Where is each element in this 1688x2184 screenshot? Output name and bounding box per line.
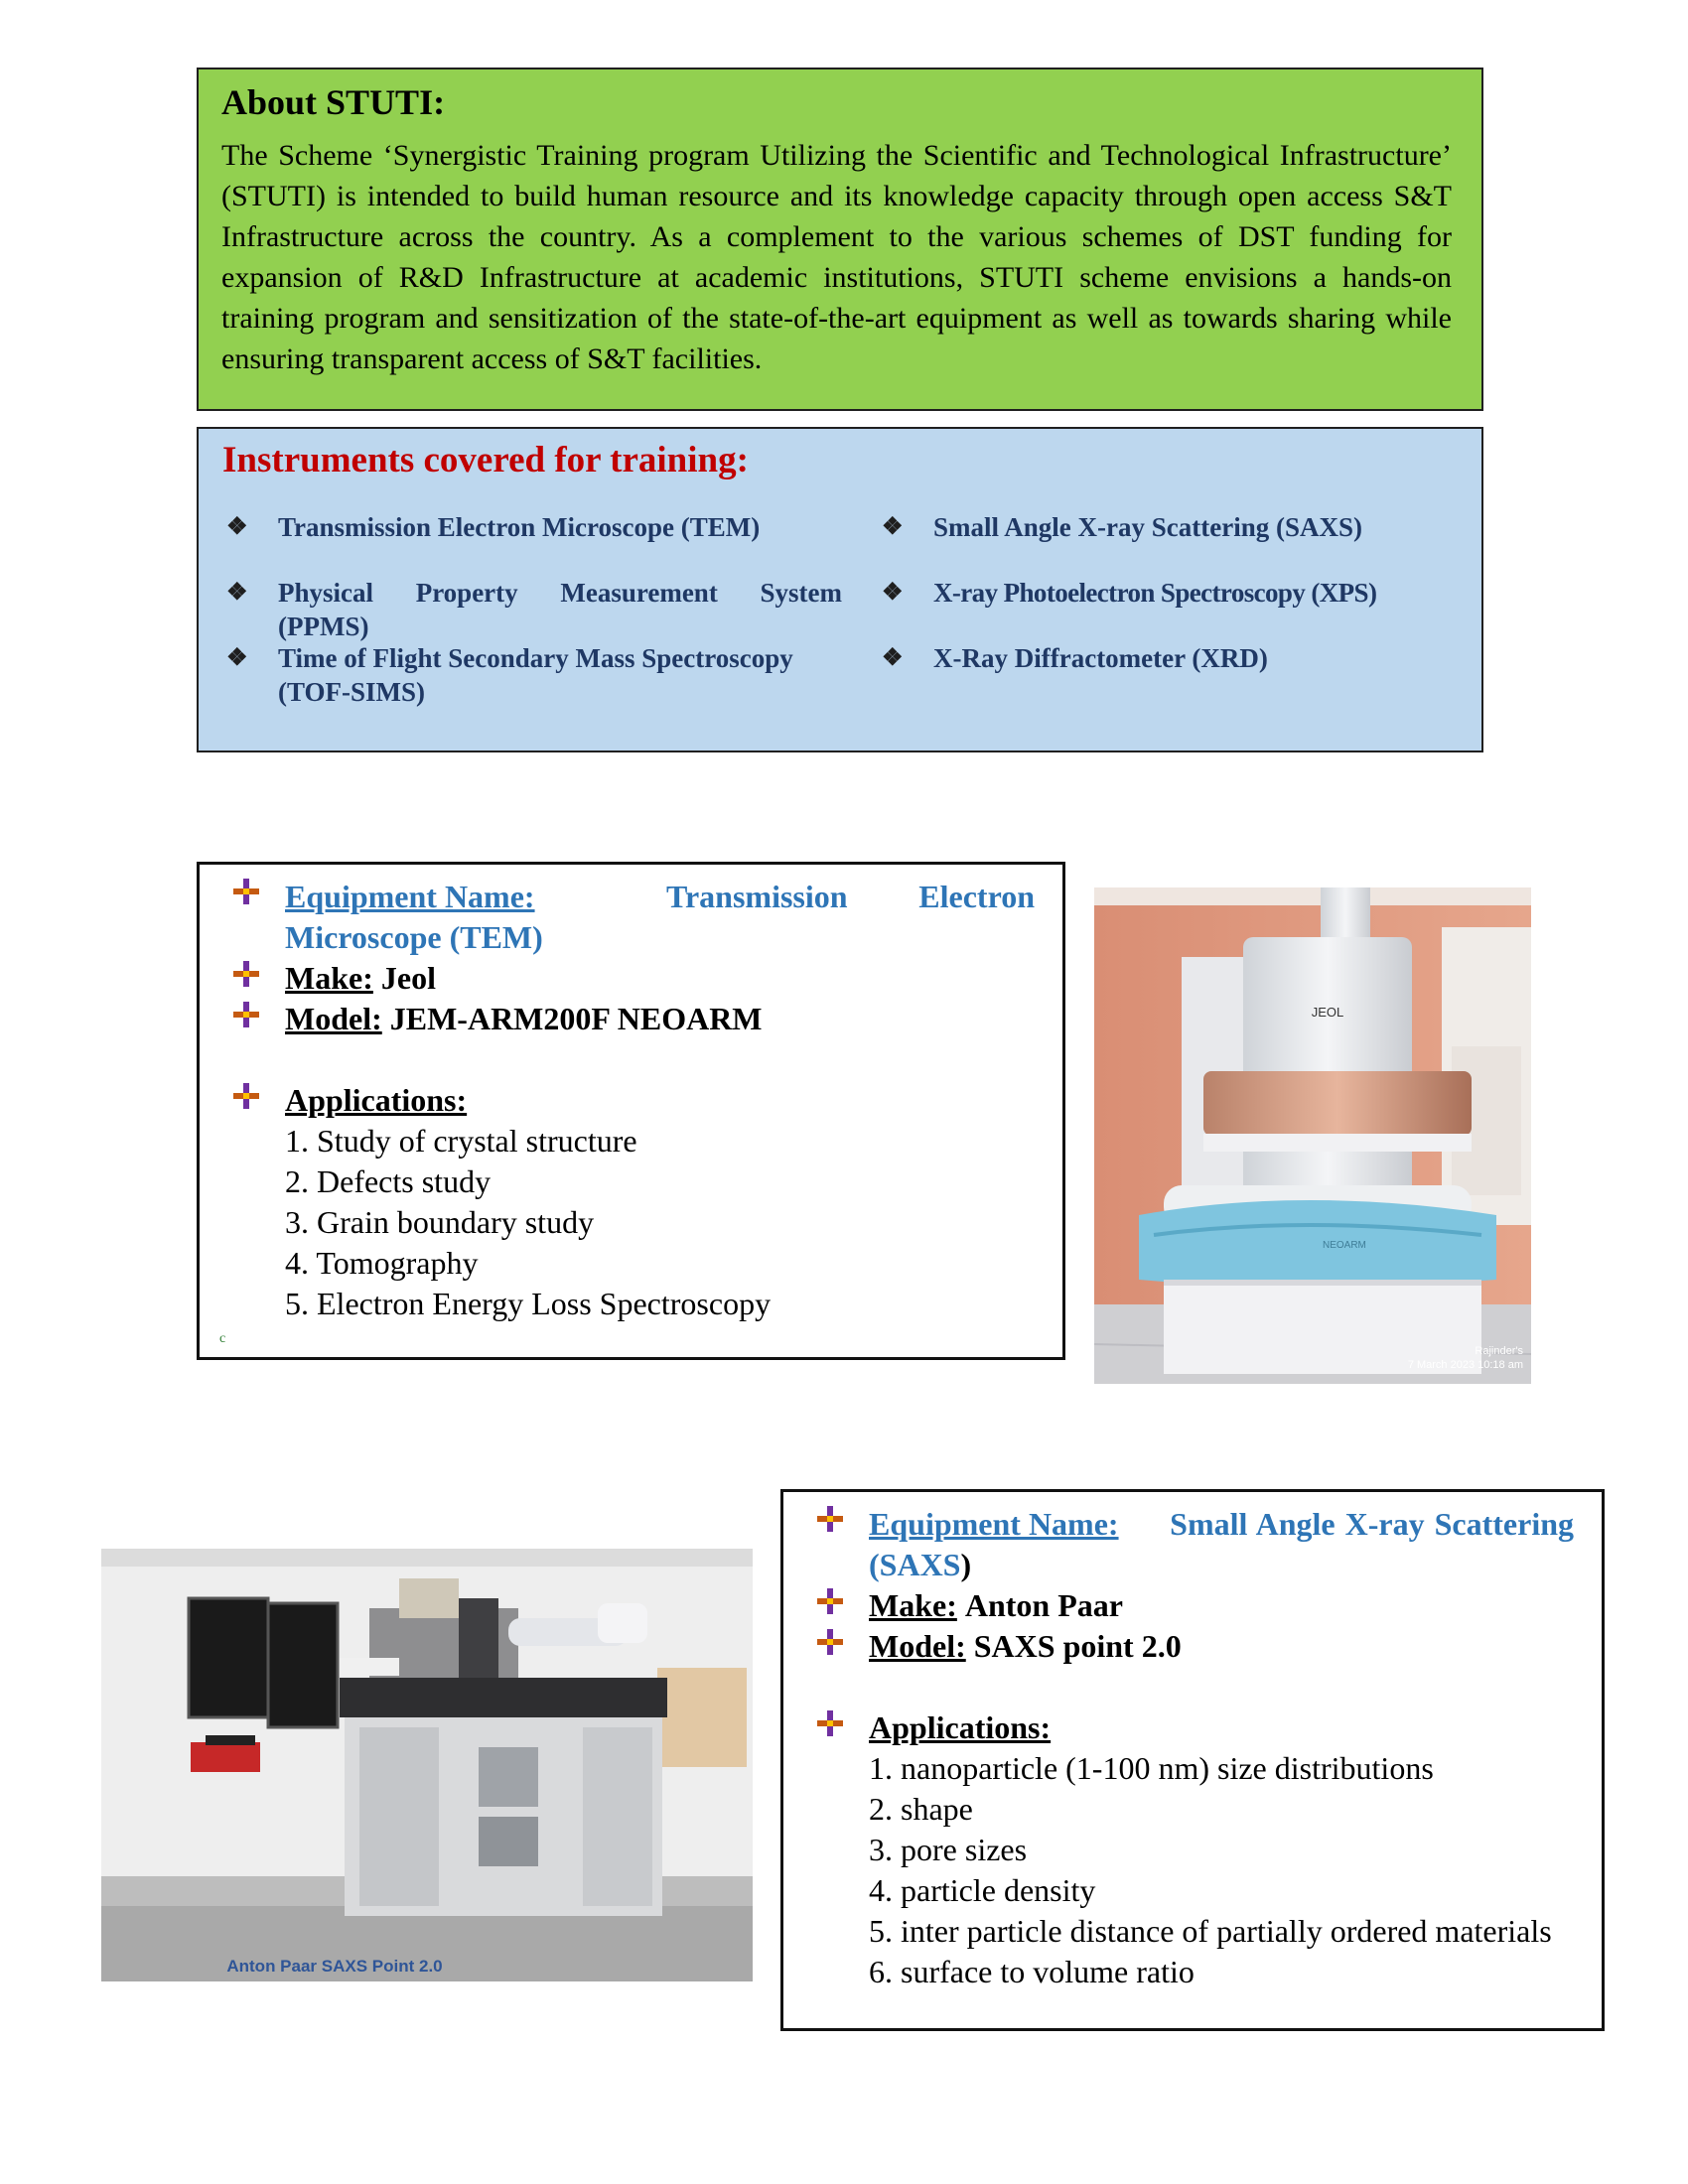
photo-stamp-date: 7 March 2023 10:18 am [1407, 1359, 1523, 1371]
instruments-box: Instruments covered for training: ❖ Transmission Electron Microscope (TEM) ❖ Physical Property Measurement System (PPMS) ❖ Time of Flight Secondary Mass Spectroscopy (TOF-SIMS) ❖ Small Angle X-ray Scattering (SAXS) ❖ X-ray Photoelectron Spectroscopy (XPS) ❖ X-Ray Diffractometer (XRD) [197, 427, 1483, 752]
diamond-bullet-icon: ❖ [882, 514, 904, 540]
arrow-bullet-icon [817, 1506, 843, 1532]
saxs-applications-label: Applications: [869, 1709, 1052, 1745]
saxs-application-item: 2. shape [869, 1791, 973, 1827]
saxs-application-item: 1. nanoparticle (1-100 nm) size distributions [869, 1750, 1434, 1786]
saxs-name-line: Equipment Name: Small Angle X-ray Scattering [869, 1506, 1574, 1542]
saxs-model-line: Model: SAXS point 2.0 [869, 1628, 1182, 1664]
diamond-bullet-icon: ❖ [226, 645, 248, 671]
tem-application-item: 5. Electron Energy Loss Spectroscopy [285, 1286, 772, 1321]
arrow-bullet-icon [233, 1002, 259, 1027]
saxs-equipment-box [780, 1489, 1605, 2031]
diamond-bullet-icon: ❖ [882, 580, 904, 606]
saxs-application-item: 3. pore sizes [869, 1832, 1028, 1867]
saxs-application-item: 6. surface to volume ratio [869, 1954, 1195, 1989]
saxs-make-line: Make: Anton Paar [869, 1587, 1123, 1623]
tem-application-item: 2. Defects study [285, 1163, 492, 1199]
diamond-bullet-icon: ❖ [226, 580, 248, 606]
arrow-bullet-icon [817, 1629, 843, 1655]
saxs-photo [101, 1549, 753, 1981]
saxs-application-item: 4. particle density [869, 1872, 1096, 1908]
tem-photo [1094, 887, 1531, 1384]
arrow-bullet-icon [233, 879, 259, 904]
saxs-photo-caption: Anton Paar SAXS Point 2.0 [226, 1957, 443, 1976]
photo-stamp-name: Rajinder's [1475, 1345, 1523, 1357]
diamond-bullet-icon: ❖ [226, 514, 248, 540]
instruments-heading: Instruments covered for training: [222, 440, 749, 480]
arrow-bullet-icon [817, 1710, 843, 1736]
saxs-application-item: 5. inter particle distance of partially ordered materials [869, 1913, 1552, 1949]
diamond-bullet-icon: ❖ [882, 645, 904, 671]
tem-application-item: 1. Study of crystal structure [285, 1123, 637, 1159]
about-heading: About STUTI: [221, 82, 446, 122]
tem-applications-label: Applications: [285, 1082, 468, 1118]
tem-application-item: 3. Grain boundary study [285, 1204, 595, 1240]
tem-application-item: 4. Tomography [285, 1245, 479, 1281]
tem-name-continuation: Microscope (TEM) [285, 919, 543, 955]
stray-mark: c [219, 1331, 226, 1346]
tem-model-line: Model: JEM-ARM200F NEOARM [285, 1001, 763, 1036]
tem-make-line: Make: Jeol [285, 960, 436, 996]
saxs-name-continuation: (SAXS) [869, 1547, 972, 1582]
tem-equipment-box [197, 862, 1065, 1360]
tem-name-line: Equipment Name: Transmission Electron [285, 879, 1035, 914]
about-body: The Scheme ‘Synergistic Training program Utilizing the Scientific and Technological Infrastructure’ (STUTI) is intended to build human resource and its knowledge capacity through open access S&T Infrastructure across the country. As a complement to the various schemes of DST funding for expansion of R&D Infrastructure at academic institutions, STUTI scheme envisions a hands-on training program and sensitization of the state-of-the-art equipment as well as towards sharing while ensuring transparent access of S&T facilities. [221, 139, 1452, 375]
neoarm-label: NEOARM [1323, 1240, 1366, 1251]
arrow-bullet-icon [233, 961, 259, 987]
arrow-bullet-icon [233, 1083, 259, 1109]
about-stuti-box [197, 68, 1483, 411]
jeol-logo: JEOL [1311, 1005, 1344, 1020]
arrow-bullet-icon [817, 1588, 843, 1614]
